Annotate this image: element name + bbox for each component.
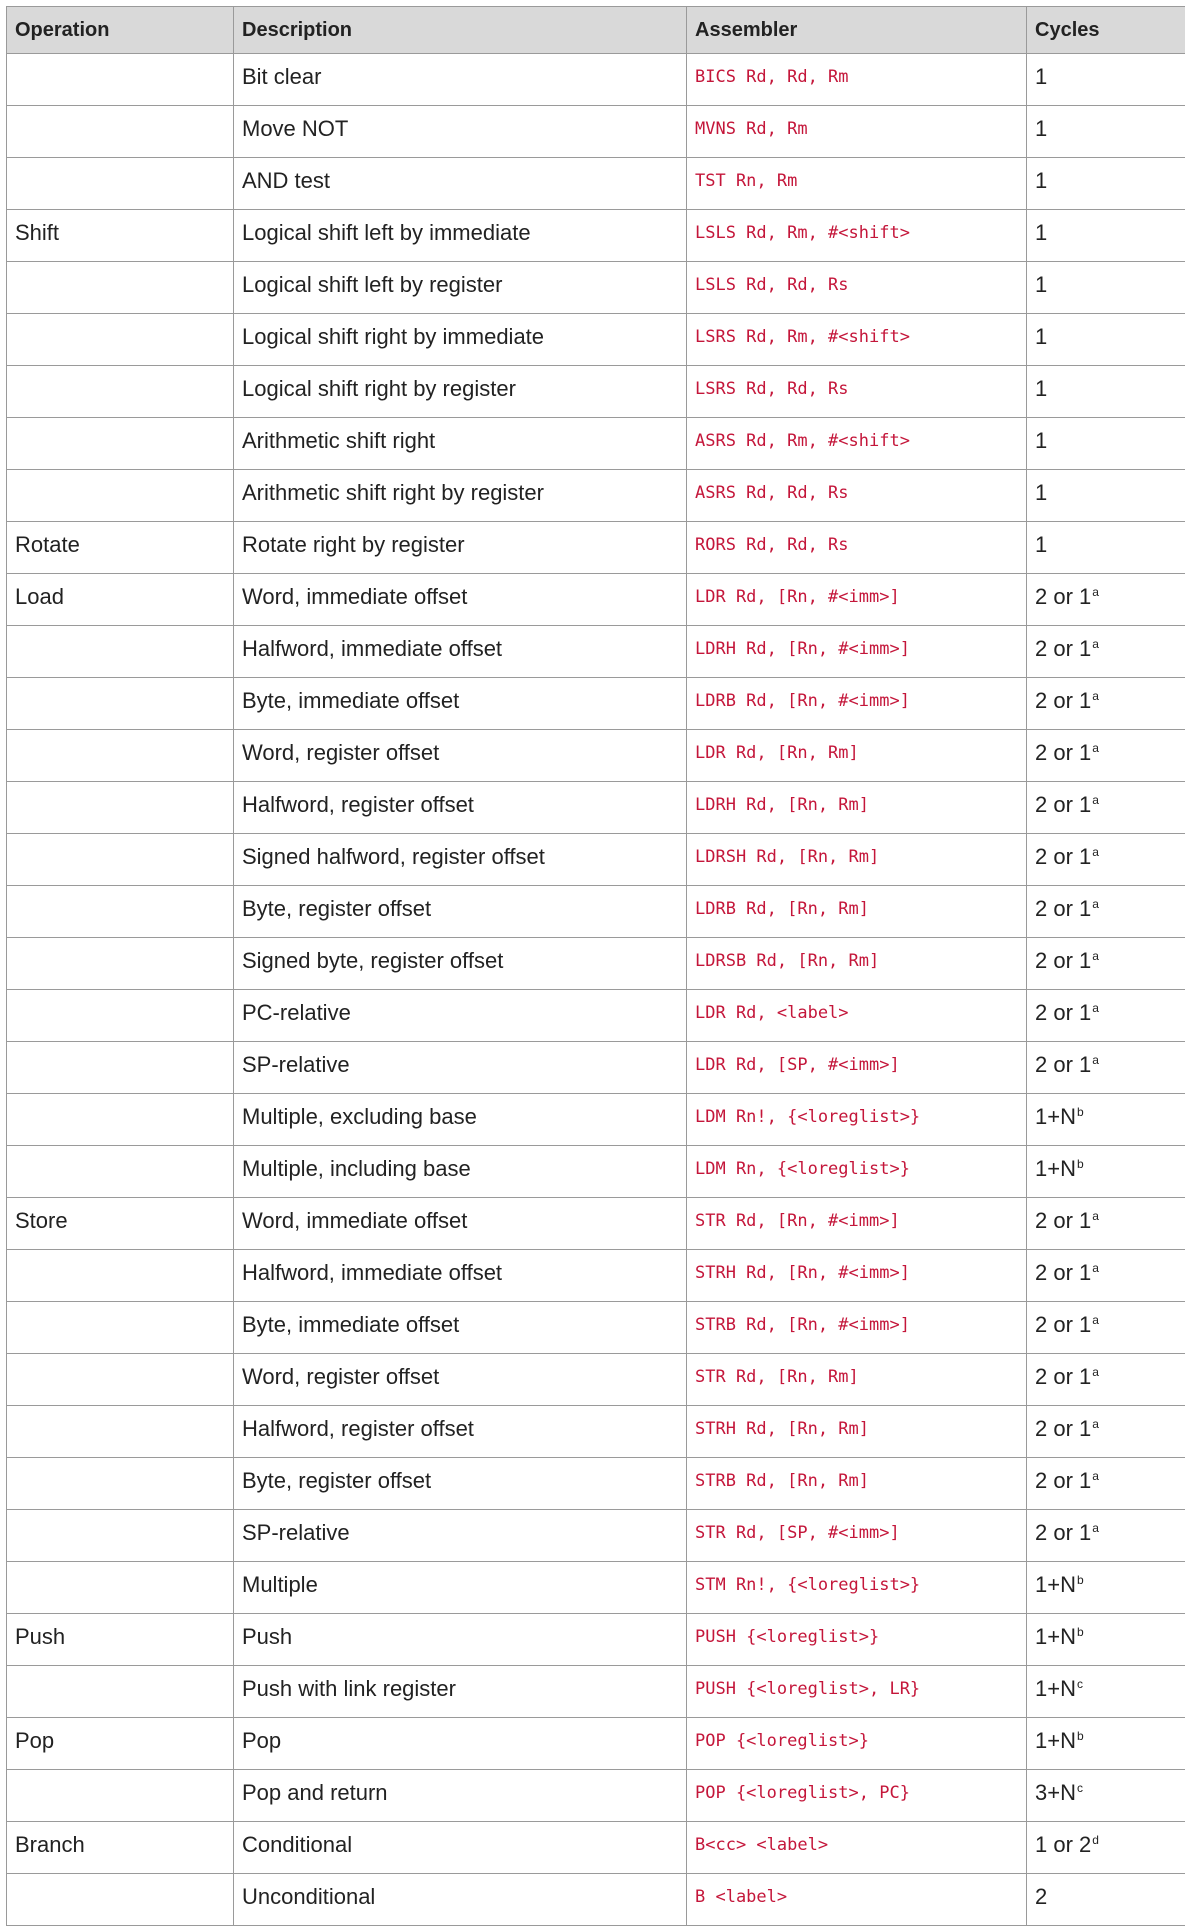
assembler-cell: BICS Rd, Rd, Rm: [687, 54, 1027, 106]
cycles-cell: [1027, 210, 1185, 262]
footnote-marker: a: [1092, 1312, 1099, 1327]
cycles-value: 2 or 1: [1035, 584, 1092, 609]
assembler-cell: LDRH Rd, [Rn, #<imm>]: [687, 626, 1027, 678]
cycles-value: 1+N: [1035, 1104, 1076, 1129]
operation-cell: [7, 886, 234, 938]
operation-cell: [7, 1042, 234, 1094]
assembler-cell: LSRS Rd, Rm, #<shift>: [687, 314, 1027, 366]
description-cell: Pop and return: [234, 1770, 687, 1822]
operation-cell: Rotate: [7, 522, 234, 574]
footnote-marker: b: [1076, 1624, 1084, 1639]
assembler-cell: LDR Rd, [Rn, Rm]: [687, 730, 1027, 782]
assembler-cell: STR Rd, [Rn, #<imm>]: [687, 1198, 1027, 1250]
footnote-marker: c: [1076, 1676, 1083, 1691]
cycles-cell: [1027, 1094, 1185, 1146]
cycles-cell: [1027, 574, 1185, 626]
cycles-value: 1 or 2: [1035, 1832, 1092, 1857]
table-row: [7, 210, 1185, 262]
description-cell: Halfword, register offset: [234, 782, 687, 834]
cycles-cell: [1027, 678, 1185, 730]
cycles-value: 1+N: [1035, 1572, 1076, 1597]
description-cell: Multiple, excluding base: [234, 1094, 687, 1146]
cycles-value: 1: [1035, 116, 1048, 141]
cycles-value: 2 or 1: [1035, 1052, 1092, 1077]
table-row: [7, 1302, 1185, 1354]
cycles-cell: [1027, 1146, 1185, 1198]
assembler-cell: LDRB Rd, [Rn, Rm]: [687, 886, 1027, 938]
description-cell: Signed halfword, register offset: [234, 834, 687, 886]
description-cell: Logical shift left by immediate: [234, 210, 687, 262]
table-row: [7, 1822, 1185, 1874]
description-cell: SP-relative: [234, 1042, 687, 1094]
assembler-cell: PUSH {<loreglist>, LR}: [687, 1666, 1027, 1718]
operation-cell: [7, 1510, 234, 1562]
table-row: [7, 678, 1185, 730]
operation-cell: Shift: [7, 210, 234, 262]
operation-cell: [7, 158, 234, 210]
cycles-cell: [1027, 1718, 1185, 1770]
footnote-marker: b: [1076, 1572, 1084, 1587]
assembler-cell: LDRH Rd, [Rn, Rm]: [687, 782, 1027, 834]
cycles-value: 2 or 1: [1035, 1520, 1092, 1545]
description-cell: Push with link register: [234, 1666, 687, 1718]
cycles-cell: [1027, 1302, 1185, 1354]
cycles-cell: [1027, 54, 1185, 106]
cycles-value: 1+N: [1035, 1676, 1076, 1701]
operation-cell: Store: [7, 1198, 234, 1250]
footnote-marker: a: [1092, 1052, 1099, 1067]
description-cell: Multiple: [234, 1562, 687, 1614]
cycles-cell: [1027, 1770, 1185, 1822]
table-row: [7, 1354, 1185, 1406]
cycles-value: 1: [1035, 428, 1048, 453]
footnote-marker: d: [1092, 1832, 1099, 1847]
cycles-value: 2 or 1: [1035, 740, 1092, 765]
table-row: [7, 1562, 1185, 1614]
assembler-cell: LDRSB Rd, [Rn, Rm]: [687, 938, 1027, 990]
footnote-marker: a: [1092, 1208, 1099, 1223]
table-row: [7, 886, 1185, 938]
description-cell: Byte, immediate offset: [234, 678, 687, 730]
operation-cell: [7, 1250, 234, 1302]
description-cell: Signed byte, register offset: [234, 938, 687, 990]
cycles-value: 2 or 1: [1035, 636, 1092, 661]
cycles-value: 2 or 1: [1035, 844, 1092, 869]
assembler-cell: TST Rn, Rm: [687, 158, 1027, 210]
footnote-marker: a: [1092, 740, 1099, 755]
cycles-cell: [1027, 990, 1185, 1042]
cycles-value: 1: [1035, 220, 1048, 245]
assembler-cell: STRB Rd, [Rn, Rm]: [687, 1458, 1027, 1510]
table-row: [7, 990, 1185, 1042]
cycles-cell: [1027, 1042, 1185, 1094]
description-cell: Word, immediate offset: [234, 574, 687, 626]
table-row: [7, 1042, 1185, 1094]
description-cell: PC-relative: [234, 990, 687, 1042]
footnote-marker: a: [1092, 688, 1099, 703]
description-cell: Conditional: [234, 1822, 687, 1874]
assembler-cell: LSLS Rd, Rd, Rs: [687, 262, 1027, 314]
assembler-cell: LDR Rd, <label>: [687, 990, 1027, 1042]
description-cell: Arithmetic shift right by register: [234, 470, 687, 522]
cycles-value: 3+N: [1035, 1780, 1076, 1805]
description-cell: Word, immediate offset: [234, 1198, 687, 1250]
assembler-cell: LSLS Rd, Rm, #<shift>: [687, 210, 1027, 262]
table-body: [7, 54, 1185, 1926]
cycles-cell: [1027, 106, 1185, 158]
cycles-value: 1: [1035, 532, 1048, 557]
table-row: [7, 418, 1185, 470]
cycles-cell: [1027, 938, 1185, 990]
cycles-value: 1+N: [1035, 1156, 1076, 1181]
operation-cell: [7, 1874, 234, 1926]
description-cell: Logical shift right by register: [234, 366, 687, 418]
table-row: [7, 106, 1185, 158]
cycles-cell: [1027, 1614, 1185, 1666]
footnote-marker: b: [1076, 1156, 1084, 1171]
cycles-value: 2 or 1: [1035, 1364, 1092, 1389]
cycles-cell: [1027, 366, 1185, 418]
table-row: [7, 470, 1185, 522]
cycles-value: 1+N: [1035, 1624, 1076, 1649]
description-cell: Push: [234, 1614, 687, 1666]
cycles-cell: [1027, 418, 1185, 470]
operation-cell: [7, 262, 234, 314]
table-row: [7, 834, 1185, 886]
assembler-cell: STR Rd, [SP, #<imm>]: [687, 1510, 1027, 1562]
footnote-marker: a: [1092, 948, 1099, 963]
description-cell: Word, register offset: [234, 730, 687, 782]
cycles-cell: [1027, 1406, 1185, 1458]
cycles-value: 2 or 1: [1035, 896, 1092, 921]
cycles-value: 2 or 1: [1035, 688, 1092, 713]
cycles-cell: [1027, 522, 1185, 574]
header-cycles: Cycles: [1027, 7, 1185, 54]
footnote-marker: a: [1092, 584, 1099, 599]
description-cell: Halfword, immediate offset: [234, 626, 687, 678]
operation-cell: [7, 54, 234, 106]
assembler-cell: POP {<loreglist>}: [687, 1718, 1027, 1770]
cycles-cell: [1027, 1822, 1185, 1874]
cycles-cell: [1027, 1562, 1185, 1614]
assembler-cell: LDRB Rd, [Rn, #<imm>]: [687, 678, 1027, 730]
operation-cell: [7, 470, 234, 522]
footnote-marker: b: [1076, 1104, 1084, 1119]
operation-cell: [7, 730, 234, 782]
header-operation: Operation: [7, 7, 234, 54]
cycles-cell: [1027, 470, 1185, 522]
operation-cell: Push: [7, 1614, 234, 1666]
table-row: [7, 1406, 1185, 1458]
table-row: [7, 1614, 1185, 1666]
footnote-marker: a: [1092, 636, 1099, 651]
table-row: [7, 782, 1185, 834]
table-row: [7, 1198, 1185, 1250]
assembler-cell: LDM Rn!, {<loreglist>}: [687, 1094, 1027, 1146]
table-row: [7, 366, 1185, 418]
assembler-cell: STR Rd, [Rn, Rm]: [687, 1354, 1027, 1406]
table-row: [7, 1770, 1185, 1822]
assembler-cell: STRH Rd, [Rn, Rm]: [687, 1406, 1027, 1458]
footnote-marker: a: [1092, 792, 1099, 807]
assembler-cell: ASRS Rd, Rm, #<shift>: [687, 418, 1027, 470]
assembler-cell: PUSH {<loreglist>}: [687, 1614, 1027, 1666]
footnote-marker: a: [1092, 1260, 1099, 1275]
assembler-cell: MVNS Rd, Rm: [687, 106, 1027, 158]
assembler-cell: RORS Rd, Rd, Rs: [687, 522, 1027, 574]
description-cell: Logical shift right by immediate: [234, 314, 687, 366]
cycles-cell: [1027, 834, 1185, 886]
table-row: [7, 626, 1185, 678]
table-row: [7, 54, 1185, 106]
operation-cell: [7, 1406, 234, 1458]
operation-cell: [7, 782, 234, 834]
description-cell: Rotate right by register: [234, 522, 687, 574]
operation-cell: [7, 1562, 234, 1614]
description-cell: Logical shift left by register: [234, 262, 687, 314]
cycles-value: 1: [1035, 64, 1048, 89]
operation-cell: Pop: [7, 1718, 234, 1770]
operation-cell: Branch: [7, 1822, 234, 1874]
assembler-cell: B<cc> <label>: [687, 1822, 1027, 1874]
cycles-cell: [1027, 314, 1185, 366]
footnote-marker: a: [1092, 1520, 1099, 1535]
description-cell: Byte, register offset: [234, 1458, 687, 1510]
footnote-marker: a: [1092, 1416, 1099, 1431]
footnote-marker: a: [1092, 896, 1099, 911]
cycles-value: 2 or 1: [1035, 1416, 1092, 1441]
table-row: [7, 1874, 1185, 1926]
operation-cell: [7, 1302, 234, 1354]
description-cell: Halfword, immediate offset: [234, 1250, 687, 1302]
cycles-value: 2 or 1: [1035, 1468, 1092, 1493]
table-row: [7, 1458, 1185, 1510]
description-cell: Halfword, register offset: [234, 1406, 687, 1458]
description-cell: Byte, register offset: [234, 886, 687, 938]
footnote-marker: a: [1092, 1000, 1099, 1015]
operation-cell: [7, 834, 234, 886]
table-row: [7, 574, 1185, 626]
cycles-cell: [1027, 158, 1185, 210]
cycles-cell: [1027, 262, 1185, 314]
cycles-cell: [1027, 886, 1185, 938]
operation-cell: [7, 1770, 234, 1822]
table-row: [7, 1094, 1185, 1146]
cycles-value: 1: [1035, 324, 1048, 349]
operation-cell: [7, 1458, 234, 1510]
cycles-cell: [1027, 1874, 1185, 1926]
description-cell: Move NOT: [234, 106, 687, 158]
assembler-cell: LDRSH Rd, [Rn, Rm]: [687, 834, 1027, 886]
description-cell: Multiple, including base: [234, 1146, 687, 1198]
table-header: [7, 7, 1185, 54]
table-row: [7, 158, 1185, 210]
table-row: [7, 1510, 1185, 1562]
header-assembler: Assembler: [687, 7, 1027, 54]
footnote-marker: c: [1076, 1780, 1083, 1795]
cycles-cell: [1027, 1354, 1185, 1406]
operation-cell: [7, 106, 234, 158]
operation-cell: Load: [7, 574, 234, 626]
cycles-value: 2: [1035, 1884, 1048, 1909]
table-row: [7, 1250, 1185, 1302]
table-row: [7, 262, 1185, 314]
description-cell: Word, register offset: [234, 1354, 687, 1406]
description-cell: Unconditional: [234, 1874, 687, 1926]
assembler-cell: LSRS Rd, Rd, Rs: [687, 366, 1027, 418]
table-row: [7, 522, 1185, 574]
operation-cell: [7, 1354, 234, 1406]
description-cell: Byte, immediate offset: [234, 1302, 687, 1354]
table-row: [7, 314, 1185, 366]
cycles-value: 2 or 1: [1035, 948, 1092, 973]
assembler-cell: B <label>: [687, 1874, 1027, 1926]
assembler-cell: STM Rn!, {<loreglist>}: [687, 1562, 1027, 1614]
cycles-value: 2 or 1: [1035, 1260, 1092, 1285]
operation-cell: [7, 314, 234, 366]
cycles-cell: [1027, 782, 1185, 834]
operation-cell: [7, 678, 234, 730]
operation-cell: [7, 1666, 234, 1718]
cycles-value: 1: [1035, 168, 1048, 193]
cycles-cell: [1027, 1510, 1185, 1562]
cycles-value: 2 or 1: [1035, 1312, 1092, 1337]
cycles-cell: [1027, 1250, 1185, 1302]
cycles-cell: [1027, 1666, 1185, 1718]
cycles-cell: [1027, 1458, 1185, 1510]
cycles-value: 1: [1035, 480, 1048, 505]
cycles-value: 1: [1035, 272, 1048, 297]
header-row: [7, 7, 1185, 54]
assembler-cell: POP {<loreglist>, PC}: [687, 1770, 1027, 1822]
table-row: [7, 1666, 1185, 1718]
assembler-cell: LDM Rn, {<loreglist>}: [687, 1146, 1027, 1198]
operation-cell: [7, 366, 234, 418]
cycles-value: 2 or 1: [1035, 1000, 1092, 1025]
assembler-cell: ASRS Rd, Rd, Rs: [687, 470, 1027, 522]
table-row: [7, 938, 1185, 990]
footnote-marker: a: [1092, 844, 1099, 859]
operation-cell: [7, 1146, 234, 1198]
operation-cell: [7, 626, 234, 678]
table-row: [7, 1718, 1185, 1770]
footnote-marker: a: [1092, 1468, 1099, 1483]
cycles-cell: [1027, 626, 1185, 678]
header-description: Description: [234, 7, 687, 54]
cycles-value: 2 or 1: [1035, 1208, 1092, 1233]
description-cell: Arithmetic shift right: [234, 418, 687, 470]
cycles-value: 1+N: [1035, 1728, 1076, 1753]
table-row: [7, 730, 1185, 782]
description-cell: SP-relative: [234, 1510, 687, 1562]
description-cell: Pop: [234, 1718, 687, 1770]
cycles-value: 2 or 1: [1035, 792, 1092, 817]
assembler-cell: LDR Rd, [Rn, #<imm>]: [687, 574, 1027, 626]
instruction-cycles-table: [6, 6, 1185, 1926]
cycles-cell: [1027, 1198, 1185, 1250]
operation-cell: [7, 938, 234, 990]
assembler-cell: STRH Rd, [Rn, #<imm>]: [687, 1250, 1027, 1302]
assembler-cell: STRB Rd, [Rn, #<imm>]: [687, 1302, 1027, 1354]
operation-cell: [7, 1094, 234, 1146]
operation-cell: [7, 418, 234, 470]
assembler-cell: LDR Rd, [SP, #<imm>]: [687, 1042, 1027, 1094]
footnote-marker: a: [1092, 1364, 1099, 1379]
table-row: [7, 1146, 1185, 1198]
description-cell: Bit clear: [234, 54, 687, 106]
cycles-value: 1: [1035, 376, 1048, 401]
cycles-cell: [1027, 730, 1185, 782]
operation-cell: [7, 990, 234, 1042]
footnote-marker: b: [1076, 1728, 1084, 1743]
description-cell: AND test: [234, 158, 687, 210]
